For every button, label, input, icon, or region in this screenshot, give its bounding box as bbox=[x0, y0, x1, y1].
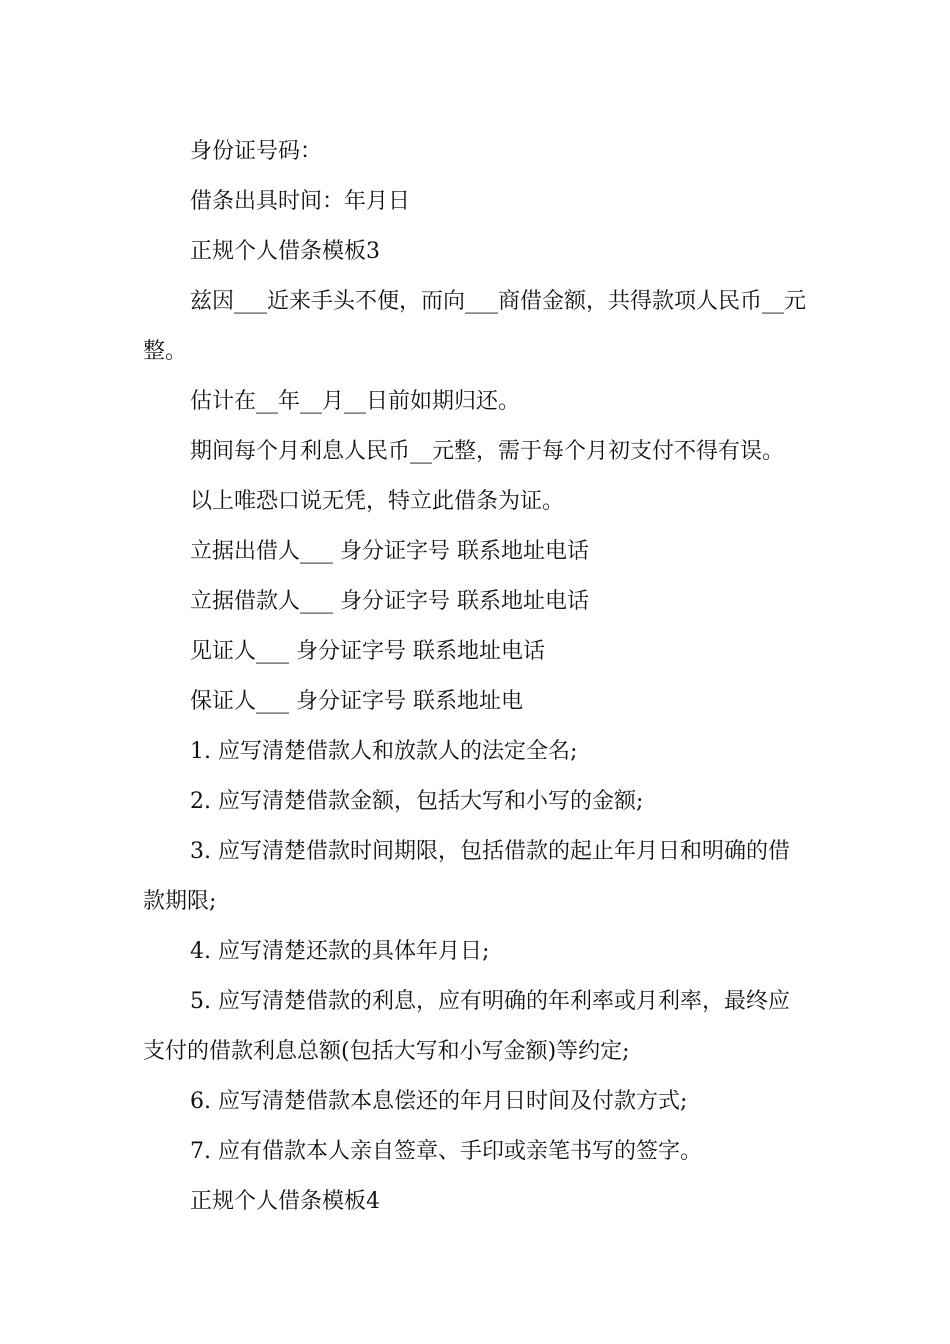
guarantor-signature-line: 保证人___ 身分证字号 联系地址电 bbox=[190, 689, 523, 714]
repayment-date-line: 估计在__年__月__日前如期归还。 bbox=[190, 389, 521, 414]
id-number-line: 身份证号码： bbox=[190, 139, 323, 164]
interest-line: 期间每个月利息人民币__元整，需于每个月初支付不得有误。 bbox=[190, 439, 785, 464]
borrower-signature-line: 立据借款人___ 身分证字号 联系地址电话 bbox=[190, 589, 589, 614]
note-item-1: 1. 应写清楚借款人和放款人的法定全名; bbox=[190, 739, 578, 764]
note-item-3: 3. 应写清楚借款时间期限，包括借款的起止年月日和明确的借款期限; bbox=[143, 839, 790, 914]
document-body bbox=[143, 127, 808, 1227]
loan-statement: 兹因___近来手头不便，而向___商借金额，共得款项人民币__元整。 bbox=[143, 289, 807, 364]
template-4-heading: 正规个人借条模板4 bbox=[190, 1189, 380, 1214]
issue-date-line: 借条出具时间：年月日 bbox=[190, 189, 411, 214]
proof-statement: 以上唯恐口说无凭，特立此借条为证。 bbox=[190, 489, 565, 514]
witness-signature-line: 见证人___ 身分证字号 联系地址电话 bbox=[190, 639, 545, 664]
note-item-6: 6. 应写清楚借款本息偿还的年月日时间及付款方式; bbox=[190, 1089, 688, 1114]
note-item-7: 7. 应有借款本人亲自签章、手印或亲笔书写的签字。 bbox=[190, 1139, 702, 1164]
note-item-2: 2. 应写清楚借款金额，包括大写和小写的金额; bbox=[190, 789, 644, 814]
note-item-4: 4. 应写清楚还款的具体年月日; bbox=[190, 939, 490, 964]
template-3-heading: 正规个人借条模板3 bbox=[190, 239, 380, 264]
note-item-5: 5. 应写清楚借款的利息，应有明确的年利率或月利率，最终应支付的借款利息总额(包括大写和小写金额)等约定; bbox=[143, 989, 790, 1064]
lender-signature-line: 立据出借人___ 身分证字号 联系地址电话 bbox=[190, 539, 589, 564]
